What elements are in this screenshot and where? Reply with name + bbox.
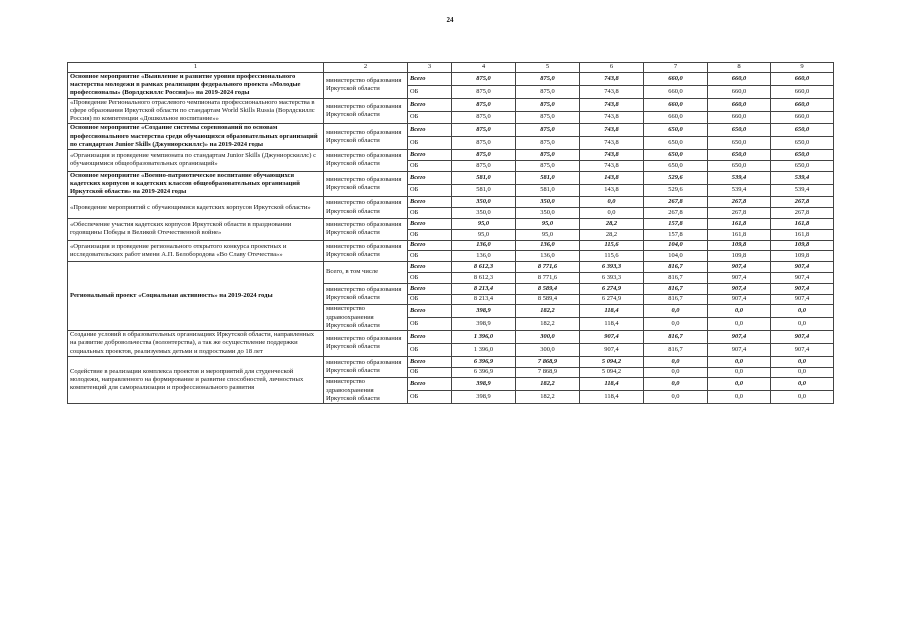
amount-cell: 109,8 xyxy=(771,240,834,251)
amount-cell: 8 612,3 xyxy=(452,272,516,283)
amount-cell: 0,0 xyxy=(708,318,771,331)
responsible-executor-cell: министерство образования Иркутской области xyxy=(324,171,408,197)
amount-cell: 581,0 xyxy=(516,184,580,197)
amount-cell: 907,4 xyxy=(708,343,771,356)
amount-cell: 5 094,2 xyxy=(580,356,644,367)
amount-cell: 660,0 xyxy=(708,98,771,111)
amount-cell: 115,6 xyxy=(580,251,644,262)
amount-cell: 660,0 xyxy=(644,111,708,124)
responsible-executor-cell: министерство образования Иркутской области xyxy=(324,331,408,357)
amount-cell: 95,0 xyxy=(516,229,580,240)
amount-cell: 660,0 xyxy=(708,111,771,124)
amount-cell: 743,8 xyxy=(580,124,644,137)
funding-source-cell: Всего xyxy=(408,73,452,86)
amount-cell: 0,0 xyxy=(771,378,834,391)
amount-cell: 157,8 xyxy=(644,229,708,240)
amount-cell: 0,0 xyxy=(644,367,708,378)
amount-cell: 0,0 xyxy=(580,208,644,219)
table-row xyxy=(68,171,834,184)
amount-cell: 907,4 xyxy=(771,272,834,283)
amount-cell: 118,4 xyxy=(580,318,644,331)
amount-cell: 816,7 xyxy=(644,294,708,305)
amount-cell: 650,0 xyxy=(708,137,771,150)
amount-cell: 743,8 xyxy=(580,160,644,171)
amount-cell: 0,0 xyxy=(644,356,708,367)
amount-cell: 109,8 xyxy=(708,251,771,262)
budget-table xyxy=(67,62,834,404)
amount-cell: 182,2 xyxy=(516,305,580,318)
amount-cell: 816,7 xyxy=(644,283,708,294)
responsible-executor-cell: министерство образования Иркутской области xyxy=(324,197,408,219)
amount-cell: 875,0 xyxy=(452,124,516,137)
funding-source-cell: ОБ xyxy=(408,184,452,197)
responsible-executor-cell: министерство образования Иркутской области xyxy=(324,73,408,99)
amount-cell: 660,0 xyxy=(771,98,834,111)
amount-cell: 267,8 xyxy=(708,197,771,208)
activity-name-cell: Основное мероприятие «Выявление и развитие уровня профессионального мастерства молодежи в рамках реализации федерального проекта «Молодые профессионалы» (Ворлдскиллс Россия)»» на 2019-2024 годы xyxy=(68,73,324,99)
responsible-executor-cell: министерство образования Иркутской области xyxy=(324,283,408,305)
header-cell: 2 xyxy=(324,63,408,73)
header-cell: 4 xyxy=(452,63,516,73)
amount-cell: 907,4 xyxy=(771,294,834,305)
responsible-executor-cell: министерство образования Иркутской области xyxy=(324,356,408,378)
amount-cell: 660,0 xyxy=(771,111,834,124)
amount-cell: 115,6 xyxy=(580,240,644,251)
funding-source-cell: Всего xyxy=(408,98,452,111)
responsible-executor-cell: министерство образования Иркутской области xyxy=(324,124,408,150)
amount-cell: 650,0 xyxy=(644,160,708,171)
header-cell: 1 xyxy=(68,63,324,73)
amount-cell: 529,6 xyxy=(644,171,708,184)
amount-cell: 0,0 xyxy=(708,378,771,391)
amount-cell: 581,0 xyxy=(452,171,516,184)
amount-cell: 907,4 xyxy=(771,343,834,356)
amount-cell: 0,0 xyxy=(644,318,708,331)
amount-cell: 161,8 xyxy=(708,219,771,230)
amount-cell: 743,8 xyxy=(580,73,644,86)
amount-cell: 300,0 xyxy=(516,331,580,344)
amount-cell: 660,0 xyxy=(771,73,834,86)
funding-source-cell: Всего xyxy=(408,171,452,184)
amount-cell: 267,8 xyxy=(708,208,771,219)
amount-cell: 875,0 xyxy=(452,73,516,86)
funding-source-cell: ОБ xyxy=(408,229,452,240)
header-cell: 5 xyxy=(516,63,580,73)
funding-source-cell: ОБ xyxy=(408,367,452,378)
amount-cell: 743,8 xyxy=(580,150,644,161)
table-row xyxy=(68,219,834,230)
funding-source-cell: ОБ xyxy=(408,272,452,283)
amount-cell: 875,0 xyxy=(452,150,516,161)
amount-cell: 6 393,3 xyxy=(580,262,644,273)
activity-name-cell: Основное мероприятие «Военно-патриотическое воспитание обучающихся кадетских корпусов и кадетских классов общеобразовательных организаций Иркутской области» на 2019-2024 годы xyxy=(68,171,324,197)
funding-source-cell: ОБ xyxy=(408,85,452,98)
amount-cell: 8 771,6 xyxy=(516,272,580,283)
amount-cell: 6 274,9 xyxy=(580,294,644,305)
amount-cell: 539,4 xyxy=(771,171,834,184)
amount-cell: 875,0 xyxy=(452,160,516,171)
amount-cell: 581,0 xyxy=(452,184,516,197)
amount-cell: 907,4 xyxy=(708,262,771,273)
amount-cell: 875,0 xyxy=(452,85,516,98)
amount-cell: 95,0 xyxy=(452,229,516,240)
amount-cell: 109,8 xyxy=(771,251,834,262)
header-row xyxy=(68,63,834,73)
activity-name-cell: Основное мероприятие «Создание системы соревнований по основам профессионального мастерства среди обучающихся образовательных организаций по стандартам Junior Skills (Джуниорскиллс)» на 2019-2024 годы xyxy=(68,124,324,150)
amount-cell: 350,0 xyxy=(452,208,516,219)
amount-cell: 907,4 xyxy=(771,283,834,294)
amount-cell: 161,8 xyxy=(771,229,834,240)
table-row xyxy=(68,262,834,273)
amount-cell: 118,4 xyxy=(580,378,644,391)
amount-cell: 398,9 xyxy=(452,318,516,331)
funding-source-cell: Всего xyxy=(408,240,452,251)
amount-cell: 660,0 xyxy=(708,85,771,98)
funding-source-cell: Всего xyxy=(408,283,452,294)
amount-cell: 161,8 xyxy=(708,229,771,240)
funding-source-cell: Всего xyxy=(408,378,452,391)
amount-cell: 875,0 xyxy=(516,137,580,150)
amount-cell: 8 589,4 xyxy=(516,294,580,305)
table-row xyxy=(68,124,834,137)
amount-cell: 7 868,9 xyxy=(516,367,580,378)
amount-cell: 95,0 xyxy=(452,219,516,230)
amount-cell: 539,4 xyxy=(708,184,771,197)
funding-source-cell: Всего xyxy=(408,356,452,367)
header-cell: 3 xyxy=(408,63,452,73)
funding-source-cell: Всего xyxy=(408,305,452,318)
amount-cell: 0,0 xyxy=(771,367,834,378)
amount-cell: 95,0 xyxy=(516,219,580,230)
amount-cell: 104,0 xyxy=(644,251,708,262)
funding-source-cell: Всего xyxy=(408,197,452,208)
funding-source-cell: ОБ xyxy=(408,137,452,150)
amount-cell: 875,0 xyxy=(452,98,516,111)
amount-cell: 660,0 xyxy=(708,73,771,86)
table-row xyxy=(68,356,834,367)
amount-cell: 650,0 xyxy=(708,150,771,161)
amount-cell: 0,0 xyxy=(708,367,771,378)
funding-source-cell: Всего xyxy=(408,219,452,230)
amount-cell: 398,9 xyxy=(452,391,516,404)
amount-cell: 660,0 xyxy=(644,98,708,111)
table-body xyxy=(68,63,834,404)
amount-cell: 1 396,0 xyxy=(452,331,516,344)
amount-cell: 6 396,9 xyxy=(452,356,516,367)
responsible-executor-cell: министерство образования Иркутской области xyxy=(324,240,408,262)
table-row xyxy=(68,150,834,161)
amount-cell: 650,0 xyxy=(644,124,708,137)
amount-cell: 8 612,3 xyxy=(452,262,516,273)
amount-cell: 660,0 xyxy=(644,73,708,86)
amount-cell: 1 396,0 xyxy=(452,343,516,356)
responsible-executor-cell: министерство здравоохранения Иркутской области xyxy=(324,305,408,331)
funding-source-cell: Всего xyxy=(408,124,452,137)
amount-cell: 875,0 xyxy=(516,98,580,111)
amount-cell: 907,4 xyxy=(771,262,834,273)
amount-cell: 8 771,6 xyxy=(516,262,580,273)
amount-cell: 0,0 xyxy=(644,305,708,318)
amount-cell: 816,7 xyxy=(644,262,708,273)
amount-cell: 816,7 xyxy=(644,343,708,356)
amount-cell: 0,0 xyxy=(771,391,834,404)
amount-cell: 109,8 xyxy=(708,240,771,251)
amount-cell: 907,4 xyxy=(708,331,771,344)
activity-name-cell: Содействие в реализации комплекса проектов и мероприятий для студенческой молодежи, направленного на формирование и развитие способностей, личностных компетенций для самореализации и профессионального развития xyxy=(68,356,324,403)
activity-name-cell: «Организация и проведение регионального открытого конкурса проектных и исследовательских работ имени А.П. Белобородова «Во Славу Отечества»» xyxy=(68,240,324,262)
responsible-executor-cell: министерство образования Иркутской области xyxy=(324,98,408,124)
header-cell: 8 xyxy=(708,63,771,73)
activity-name-cell: «Обеспечение участия кадетских корпусов Иркутской области в праздновании годовщины Победы в Великой Отечественной войне» xyxy=(68,219,324,241)
amount-cell: 398,9 xyxy=(452,378,516,391)
amount-cell: 161,8 xyxy=(771,219,834,230)
activity-name-cell: «Проведение мероприятий с обучающимися кадетских корпусов Иркутской области» xyxy=(68,197,324,219)
amount-cell: 104,0 xyxy=(644,240,708,251)
responsible-executor-cell: министерство образования Иркутской области xyxy=(324,219,408,241)
responsible-executor-cell: министерство здравоохранения Иркутской области xyxy=(324,378,408,404)
amount-cell: 650,0 xyxy=(771,137,834,150)
amount-cell: 28,2 xyxy=(580,219,644,230)
responsible-executor-cell: Всего, в том числе xyxy=(324,262,408,284)
amount-cell: 875,0 xyxy=(452,111,516,124)
amount-cell: 875,0 xyxy=(516,150,580,161)
amount-cell: 118,4 xyxy=(580,391,644,404)
amount-cell: 0,0 xyxy=(771,305,834,318)
amount-cell: 907,4 xyxy=(580,343,644,356)
amount-cell: 907,4 xyxy=(708,283,771,294)
amount-cell: 660,0 xyxy=(771,85,834,98)
amount-cell: 182,2 xyxy=(516,391,580,404)
amount-cell: 743,8 xyxy=(580,137,644,150)
amount-cell: 875,0 xyxy=(516,73,580,86)
funding-source-cell: ОБ xyxy=(408,208,452,219)
amount-cell: 0,0 xyxy=(644,391,708,404)
amount-cell: 650,0 xyxy=(771,124,834,137)
amount-cell: 143,8 xyxy=(580,184,644,197)
amount-cell: 136,0 xyxy=(452,240,516,251)
amount-cell: 907,4 xyxy=(708,294,771,305)
amount-cell: 529,6 xyxy=(644,184,708,197)
amount-cell: 350,0 xyxy=(452,197,516,208)
amount-cell: 743,8 xyxy=(580,98,644,111)
amount-cell: 6 274,9 xyxy=(580,283,644,294)
activity-name-cell: Региональный проект «Социальная активность» на 2019-2024 годы xyxy=(68,262,324,331)
amount-cell: 350,0 xyxy=(516,197,580,208)
funding-source-cell: ОБ xyxy=(408,251,452,262)
amount-cell: 907,4 xyxy=(771,331,834,344)
amount-cell: 875,0 xyxy=(516,85,580,98)
amount-cell: 650,0 xyxy=(771,150,834,161)
amount-cell: 539,4 xyxy=(771,184,834,197)
funding-source-cell: ОБ xyxy=(408,391,452,404)
responsible-executor-cell: министерство образования Иркутской области xyxy=(324,150,408,172)
amount-cell: 907,4 xyxy=(580,331,644,344)
amount-cell: 8 589,4 xyxy=(516,283,580,294)
amount-cell: 743,8 xyxy=(580,111,644,124)
table-row xyxy=(68,73,834,86)
amount-cell: 875,0 xyxy=(516,160,580,171)
amount-cell: 743,8 xyxy=(580,85,644,98)
amount-cell: 6 396,9 xyxy=(452,367,516,378)
amount-cell: 0,0 xyxy=(771,318,834,331)
amount-cell: 0,0 xyxy=(708,356,771,367)
amount-cell: 8 213,4 xyxy=(452,294,516,305)
amount-cell: 0,0 xyxy=(708,305,771,318)
amount-cell: 267,8 xyxy=(771,208,834,219)
amount-cell: 0,0 xyxy=(708,391,771,404)
amount-cell: 650,0 xyxy=(708,124,771,137)
funding-source-cell: Всего xyxy=(408,262,452,273)
activity-name-cell: Создание условий в образовательных организациях Иркутской области, направленных на развитие добровольчества (волонтерства), а так же осуществление поддержки социальных проектов, реализуемых детьми и подростками до 18 лет xyxy=(68,331,324,357)
amount-cell: 157,8 xyxy=(644,219,708,230)
header-cell: 7 xyxy=(644,63,708,73)
funding-source-cell: ОБ xyxy=(408,294,452,305)
funding-source-cell: Всего xyxy=(408,331,452,344)
amount-cell: 398,9 xyxy=(452,305,516,318)
amount-cell: 300,0 xyxy=(516,343,580,356)
amount-cell: 539,4 xyxy=(708,171,771,184)
amount-cell: 7 868,9 xyxy=(516,356,580,367)
amount-cell: 650,0 xyxy=(644,137,708,150)
amount-cell: 267,8 xyxy=(771,197,834,208)
amount-cell: 0,0 xyxy=(580,197,644,208)
amount-cell: 350,0 xyxy=(516,208,580,219)
amount-cell: 5 094,2 xyxy=(580,367,644,378)
table-row xyxy=(68,240,834,251)
amount-cell: 136,0 xyxy=(452,251,516,262)
header-cell: 6 xyxy=(580,63,644,73)
amount-cell: 0,0 xyxy=(644,378,708,391)
amount-cell: 660,0 xyxy=(644,85,708,98)
amount-cell: 650,0 xyxy=(771,160,834,171)
amount-cell: 650,0 xyxy=(708,160,771,171)
activity-name-cell: «Проведение Регионального отраслевого чемпионата профессионального мастерства в сфере образования Иркутской области по стандартам World Skills Russia (Ворлдскиллс Россия) по компетенции «Дошкольное воспитание»» xyxy=(68,98,324,124)
amount-cell: 875,0 xyxy=(516,124,580,137)
table-row xyxy=(68,331,834,344)
page-number: 24 xyxy=(446,16,454,24)
amount-cell: 6 393,3 xyxy=(580,272,644,283)
header-cell: 9 xyxy=(771,63,834,73)
amount-cell: 581,0 xyxy=(516,171,580,184)
amount-cell: 267,8 xyxy=(644,208,708,219)
funding-source-cell: Всего xyxy=(408,150,452,161)
amount-cell: 267,8 xyxy=(644,197,708,208)
amount-cell: 136,0 xyxy=(516,251,580,262)
amount-cell: 875,0 xyxy=(516,111,580,124)
amount-cell: 182,2 xyxy=(516,378,580,391)
funding-source-cell: ОБ xyxy=(408,160,452,171)
amount-cell: 650,0 xyxy=(644,150,708,161)
amount-cell: 118,4 xyxy=(580,305,644,318)
table-row xyxy=(68,98,834,111)
amount-cell: 907,4 xyxy=(708,272,771,283)
amount-cell: 182,2 xyxy=(516,318,580,331)
amount-cell: 28,2 xyxy=(580,229,644,240)
amount-cell: 816,7 xyxy=(644,272,708,283)
funding-source-cell: ОБ xyxy=(408,111,452,124)
activity-name-cell: «Организация и проведение чемпионата по стандартам Junior Skills (Джуниорскиллс) с обучающимися общеобразовательных организаций» xyxy=(68,150,324,172)
amount-cell: 143,8 xyxy=(580,171,644,184)
funding-source-cell: ОБ xyxy=(408,343,452,356)
funding-source-cell: ОБ xyxy=(408,318,452,331)
amount-cell: 136,0 xyxy=(516,240,580,251)
amount-cell: 8 213,4 xyxy=(452,283,516,294)
amount-cell: 816,7 xyxy=(644,331,708,344)
amount-cell: 875,0 xyxy=(452,137,516,150)
table-row xyxy=(68,197,834,208)
amount-cell: 0,0 xyxy=(771,356,834,367)
